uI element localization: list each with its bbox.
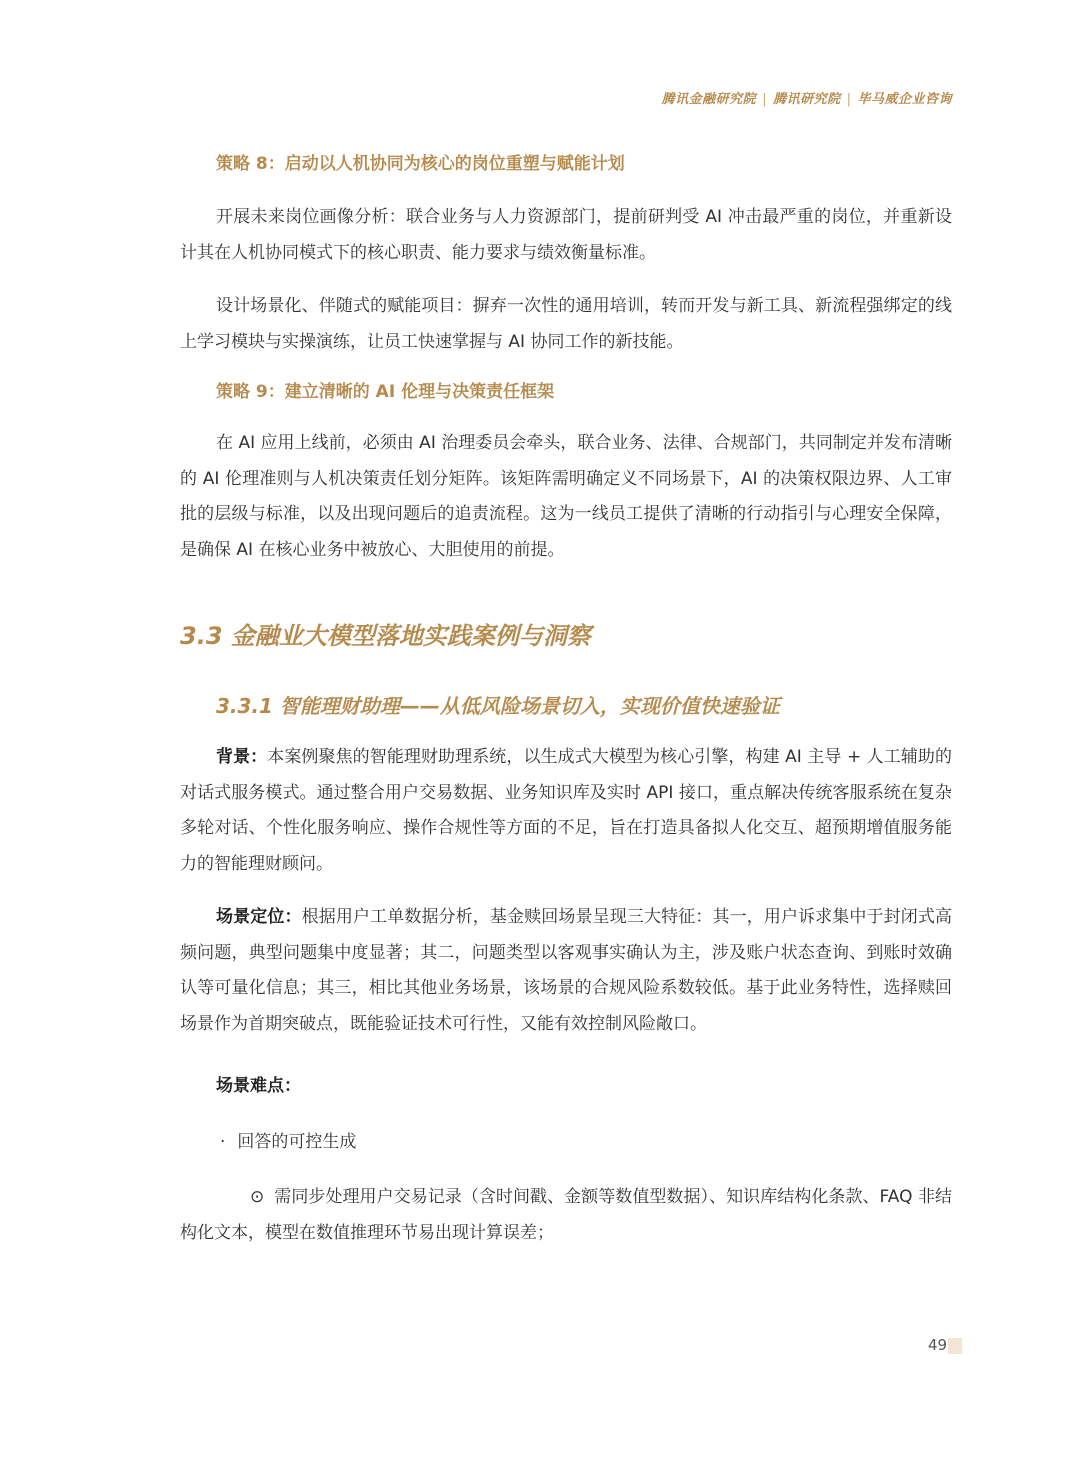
difficulty-label: 场景难点：: [216, 1076, 301, 1096]
background-label: 背景：: [216, 747, 268, 767]
running-header: [662, 88, 952, 107]
strategy-9-paragraph-1: 在 AI 应用上线前，必须由 AI 治理委员会牵头，联合业务、法律、合规部门，共同制定并发布清晰的 AI 伦理准则与人机决策责任划分矩阵。该矩阵需明确定义不同场景下，AI 的决策权限边界、人工审批的层级与标准，以及出现问题后的追责流程。这为一线员工提供了清晰的行动指引与心理安全保障，是确保 AI 在核心业务中被放心、大胆使用的前提。: [180, 433, 952, 560]
page-number: 49: [928, 1336, 948, 1354]
bullet-dot-icon: ·: [220, 1132, 226, 1152]
sub-list-item: [180, 1180, 952, 1251]
list-item: [180, 1126, 952, 1158]
background-text: 本案例聚焦的智能理财助理系统，以生成式大模型为核心引擎，构建 AI 主导 + 人工辅助的对话式服务模式。通过整合用户交易数据、业务知识库及实时 API 接口，重点解决传统客服系统在复杂多轮对话、个性化服务响应、操作合规性等方面的不足，旨在打造具备拟人化交互、超预期增值服务能力的智能理财顾问。: [180, 747, 952, 874]
page-number-decoration: [948, 1338, 962, 1354]
background-paragraph: [180, 740, 952, 882]
positioning-paragraph: [180, 900, 952, 1042]
strategy-8-title: 策略 8：启动以人机协同为核心的岗位重塑与赋能计划: [216, 154, 625, 174]
section-title: 3.3 金融业大模型落地实践案例与洞察: [180, 622, 591, 650]
strategy-8-paragraph-1: 开展未来岗位画像分析：联合业务与人力资源部门，提前研判受 AI 冲击最严重的岗位，并重新设计其在人机协同模式下的核心职责、能力要求与绩效衡量标准。: [180, 207, 952, 263]
strategy-9-title: 策略 9：建立清晰的 AI 伦理与决策责任框架: [216, 382, 555, 402]
positioning-label: 场景定位：: [216, 907, 302, 927]
bullet-text: 回答的可控生成: [237, 1132, 357, 1152]
header-org-2: 腾讯研究院: [773, 92, 841, 107]
header-org-3: 毕马威企业咨询: [857, 92, 952, 107]
positioning-text: 根据用户工单数据分析，基金赎回场景呈现三大特征：其一，用户诉求集中于封闭式高频问题，典型问题集中度显著；其二，问题类型以客观事实确认为主，涉及账户状态查询、到账时效确认等可量化信息；其三，相比其他业务场景，该场景的合规风险系数较低。基于此业务特性，选择赎回场景作为首期突破点，既能验证技术可行性，又能有效控制风险敞口。: [180, 907, 953, 1034]
header-separator: |: [762, 92, 768, 107]
subsection-title: 3.3.1 智能理财助理——从低风险场景切入，实现价值快速验证: [216, 694, 780, 718]
circled-dot-icon: ⊙: [250, 1187, 265, 1207]
header-separator: |: [846, 92, 852, 107]
page-body: [180, 148, 952, 1251]
header-org-1: 腾讯金融研究院: [661, 92, 757, 107]
strategy-8-paragraph-2: 设计场景化、伴随式的赋能项目：摒弃一次性的通用培训，转而开发与新工具、新流程强绑定的线上学习模块与实操演练，让员工快速掌握与 AI 协同工作的新技能。: [180, 296, 952, 352]
sub-bullet-text: 需同步处理用户交易记录（含时间戳、金额等数值型数据）、知识库结构化条款、FAQ 非结构化文本，模型在数值推理环节易出现计算误差；: [180, 1187, 952, 1243]
